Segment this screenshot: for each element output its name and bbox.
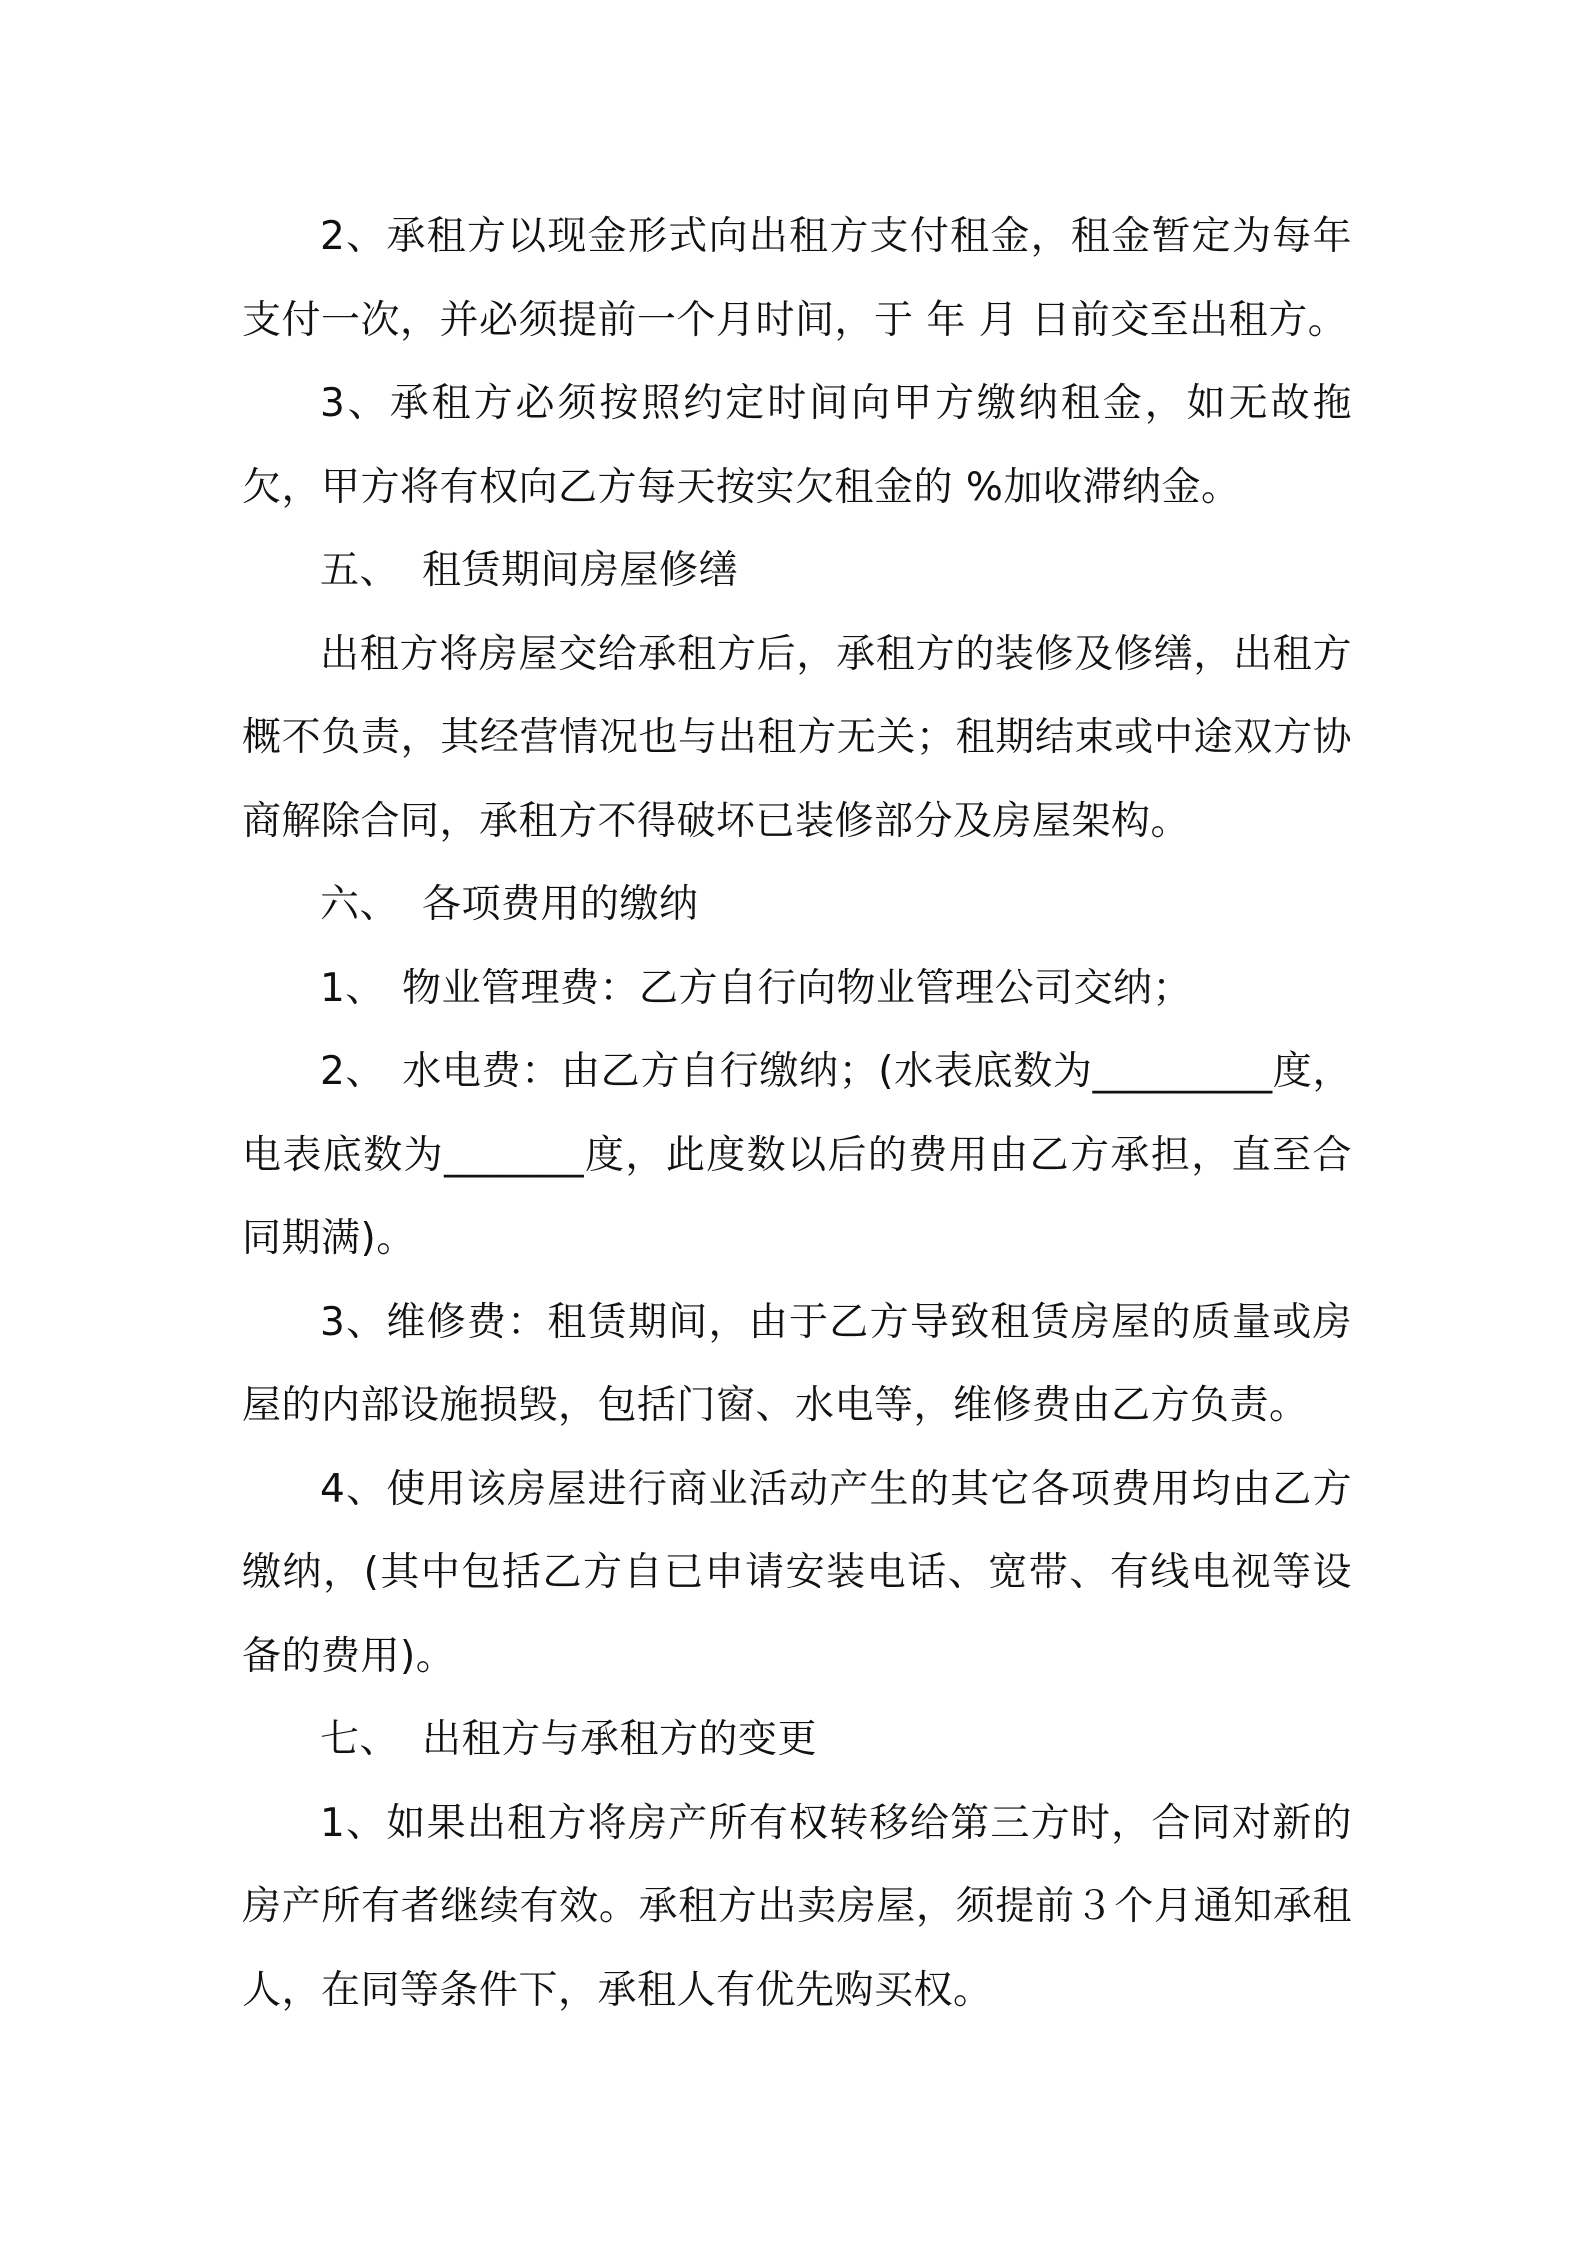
section-title: 各项费用的缴纳 bbox=[422, 882, 699, 927]
paragraph-ownership-transfer: 1、如果出租方将房产所有权转移给第三方时，合同对新的房产所有者继续有效。承租方出卖房屋，须提前３个月通知承租人，在同等条件下，承租人有优先购买权。 bbox=[242, 1800, 1352, 2013]
section-heading-changes bbox=[242, 1698, 1352, 1782]
paragraph-repairs: 出租方将房屋交给承租方后，承租方的装修及修缮，出租方概不负责，其经营情况也与出租方无关；租期结束或中途双方协商解除合同，承租方不得破坏已装修部分及房屋架构。 bbox=[242, 631, 1352, 844]
item-text: 水电费：由乙方自行缴纳；(水表底数为_________度，电表底数为_______度，此度数以后的费用由乙方承担，直至合同期满)。 bbox=[242, 1049, 1352, 1261]
section-number: 五、 bbox=[320, 548, 400, 593]
paragraph-rent-payment: 2、承租方以现金形式向出租方支付租金，租金暂定为每年支付一次，并必须提前一个月时间，于 年 月 日前交至出租方。 bbox=[242, 214, 1352, 343]
section-number: 七、 bbox=[320, 1717, 400, 1762]
item-number: 1、 bbox=[320, 965, 385, 1011]
document-body bbox=[242, 195, 1352, 2032]
item-text: 物业管理费：乙方自行向物业管理公司交纳； bbox=[402, 965, 1193, 1011]
item-number: 2、 bbox=[320, 1049, 385, 1094]
list-item-property-fee bbox=[242, 947, 1352, 1031]
paragraph-business-fees: 4、使用该房屋进行商业活动产生的其它各项费用均由乙方缴纳，(其中包括乙方自已申请安装电话、宽带、有线电视等设备的费用)。 bbox=[242, 1466, 1352, 1679]
section-heading-fees bbox=[242, 863, 1352, 947]
section-title: 租赁期间房屋修缮 bbox=[422, 548, 739, 593]
section-heading-repairs bbox=[242, 529, 1352, 613]
paragraph-late-fee: 3、承租方必须按照约定时间向甲方缴纳租金，如无故拖欠，甲方将有权向乙方每天按实欠租金的 %加收滞纳金。 bbox=[242, 381, 1352, 510]
section-number: 六、 bbox=[320, 882, 400, 927]
list-item-utilities bbox=[242, 1030, 1352, 1281]
paragraph-maintenance-fee: 3、维修费：租赁期间，由于乙方导致租赁房屋的质量或房屋的内部设施损毁，包括门窗、水电等，维修费由乙方负责。 bbox=[242, 1299, 1352, 1428]
section-title: 出租方与承租方的变更 bbox=[422, 1717, 818, 1762]
